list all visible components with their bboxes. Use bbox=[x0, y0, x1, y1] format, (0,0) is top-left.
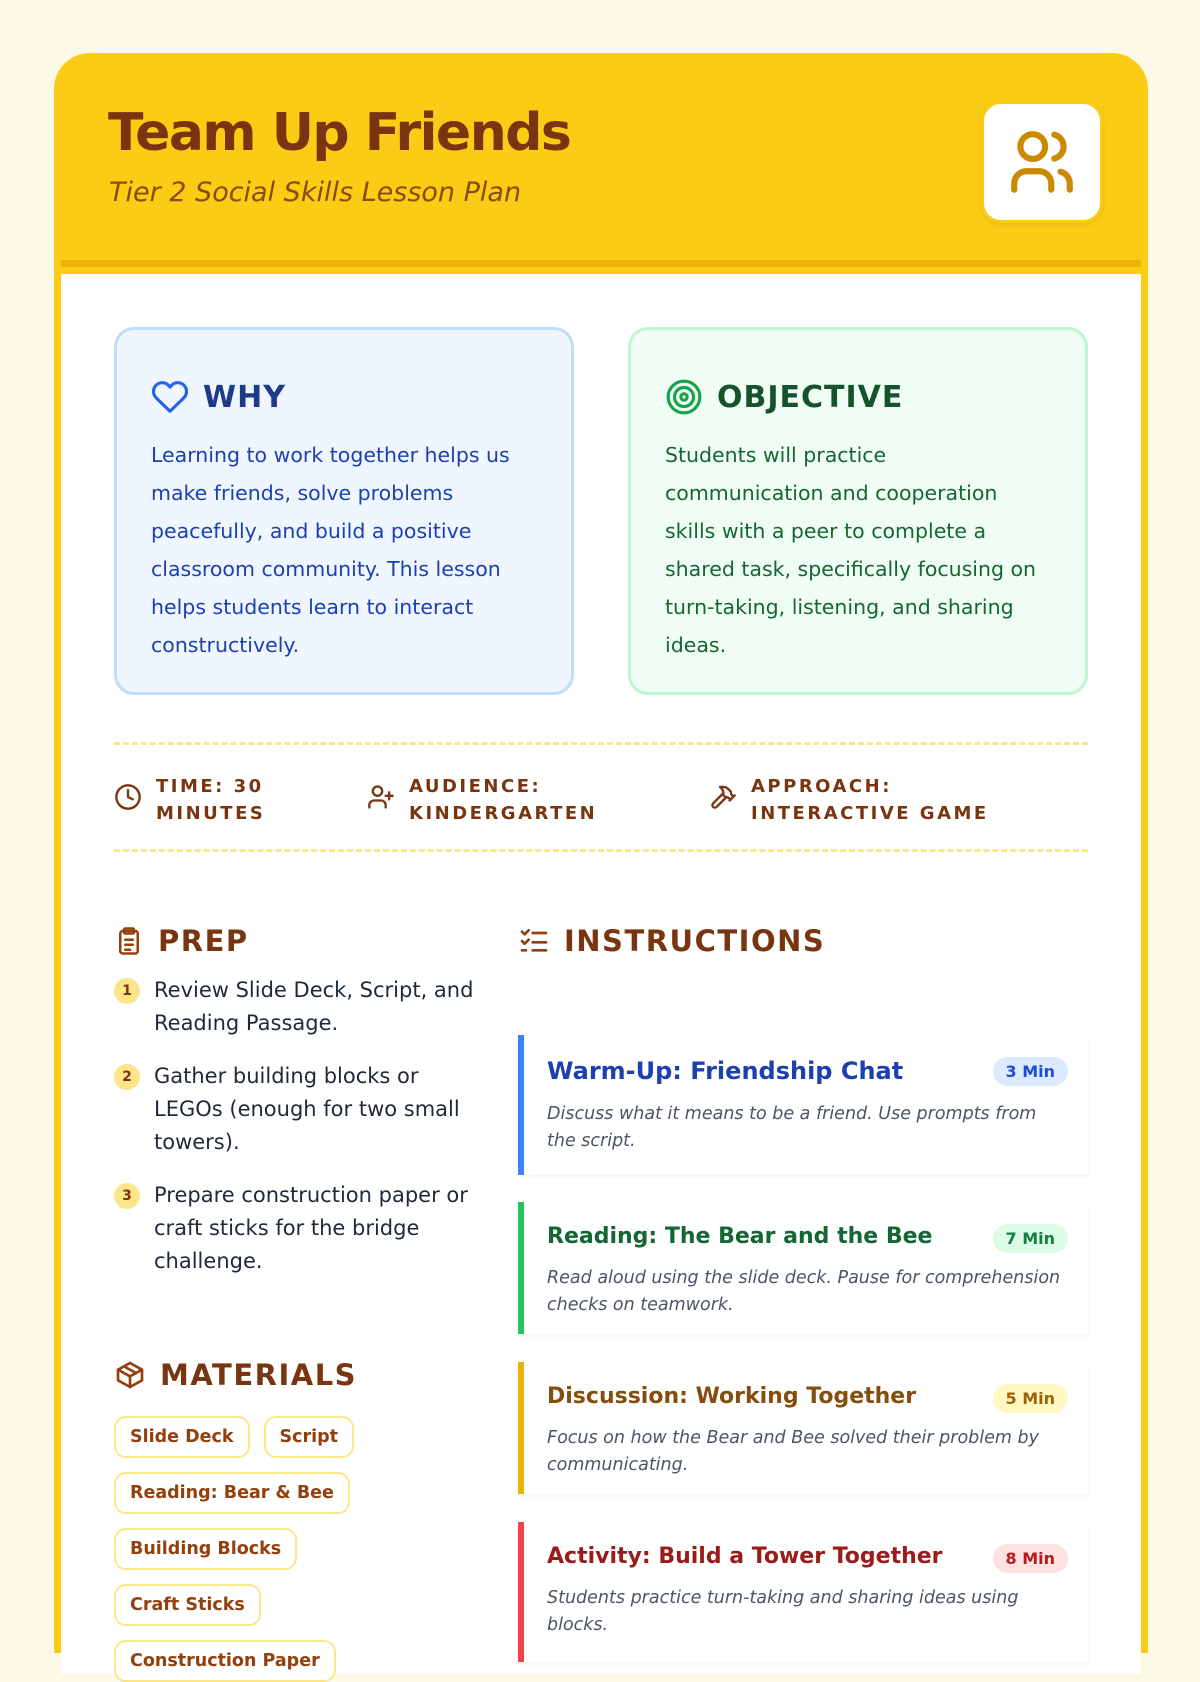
materials-title: MATERIALS bbox=[160, 1358, 358, 1392]
hammer-icon bbox=[709, 783, 737, 811]
prep-item bbox=[114, 1179, 484, 1278]
step-description: Discuss what it means to be a friend. Use prompts from the script. bbox=[547, 1104, 1037, 1151]
lesson-body bbox=[61, 274, 1141, 1674]
users-icon bbox=[1005, 125, 1079, 199]
materials-heading bbox=[114, 1358, 357, 1392]
prep-heading bbox=[114, 924, 249, 958]
objective-text: Students will practice communication and cooperation skills with a peer to complete a shared task, specifically focusing on turn-taking, listening, and sharing ideas. bbox=[665, 443, 1037, 657]
instruction-step bbox=[518, 1202, 1088, 1334]
step-title: Activity: Build a Tower Together bbox=[547, 1544, 943, 1569]
instruction-step bbox=[518, 1522, 1088, 1662]
meta-approach bbox=[709, 773, 1051, 827]
prep-item bbox=[114, 974, 484, 1040]
prep-text: Review Slide Deck, Script, and Reading Passage. bbox=[154, 978, 474, 1035]
step-title: Reading: The Bear and the Bee bbox=[547, 1224, 933, 1249]
meta-approach-text: APPROACH: INTERACTIVE GAME bbox=[751, 776, 989, 824]
duration-badge: 5 Min bbox=[993, 1384, 1069, 1413]
checklist-icon bbox=[518, 925, 550, 957]
page-title: Team Up Friends bbox=[108, 103, 571, 163]
meta-audience-text: AUDIENCE: KINDERGARTEN bbox=[409, 776, 598, 824]
users-logo bbox=[981, 101, 1103, 223]
prep-number: 3 bbox=[114, 1183, 140, 1209]
prep-text: Prepare construction paper or craft sticks for the bridge challenge. bbox=[154, 1183, 468, 1273]
target-icon bbox=[665, 378, 703, 416]
why-heading: WHY bbox=[203, 379, 286, 415]
objective-heading: OBJECTIVE bbox=[717, 379, 904, 415]
meta-time-text: TIME: 30 MINUTES bbox=[156, 776, 266, 824]
lesson-meta bbox=[114, 742, 1088, 852]
step-title: Warm-Up: Friendship Chat bbox=[547, 1057, 904, 1085]
instruction-step bbox=[518, 1362, 1088, 1494]
duration-badge: 8 Min bbox=[993, 1544, 1069, 1573]
prep-title: PREP bbox=[158, 924, 249, 958]
material-tag: Script bbox=[264, 1416, 355, 1458]
heart-icon bbox=[151, 378, 189, 416]
step-description: Read aloud using the slide deck. Pause for comprehension checks on teamwork. bbox=[547, 1268, 1061, 1315]
step-description: Focus on how the Bear and Bee solved their problem by communicating. bbox=[547, 1428, 1039, 1475]
prep-number: 1 bbox=[114, 978, 140, 1004]
prep-number: 2 bbox=[114, 1064, 140, 1090]
prep-text: Gather building blocks or LEGOs (enough for two small towers). bbox=[154, 1064, 460, 1154]
meta-time bbox=[114, 773, 314, 827]
step-description: Students practice turn-taking and sharing ideas using blocks. bbox=[547, 1588, 1019, 1635]
objective-box bbox=[628, 327, 1088, 695]
user-plus-icon bbox=[367, 783, 395, 811]
instruction-step bbox=[518, 1035, 1088, 1175]
clipboard-icon bbox=[114, 926, 144, 956]
material-tag: Reading: Bear & Bee bbox=[114, 1472, 350, 1514]
lesson-header bbox=[61, 53, 1141, 267]
meta-audience bbox=[367, 773, 609, 827]
duration-badge: 3 Min bbox=[993, 1057, 1069, 1086]
prep-item bbox=[114, 1060, 484, 1159]
duration-badge: 7 Min bbox=[993, 1224, 1069, 1253]
prep-list bbox=[114, 974, 484, 1298]
page-subtitle: Tier 2 Social Skills Lesson Plan bbox=[109, 177, 522, 208]
instructions-title: INSTRUCTIONS bbox=[564, 924, 826, 958]
box-icon bbox=[114, 1359, 146, 1391]
material-tag: Construction Paper bbox=[114, 1640, 336, 1682]
material-tag: Building Blocks bbox=[114, 1528, 297, 1570]
why-text: Learning to work together helps us make friends, solve problems peacefully, and build a positive classroom community. This lesson helps students learn to interact constructively. bbox=[151, 443, 510, 657]
lesson-card bbox=[54, 53, 1148, 1671]
step-title: Discussion: Working Together bbox=[547, 1384, 917, 1409]
instructions-heading bbox=[518, 924, 825, 958]
material-tag: Craft Sticks bbox=[114, 1584, 261, 1626]
material-tag: Slide Deck bbox=[114, 1416, 250, 1458]
materials-list bbox=[114, 1416, 484, 1682]
why-box bbox=[114, 327, 574, 695]
clock-icon bbox=[114, 783, 142, 811]
